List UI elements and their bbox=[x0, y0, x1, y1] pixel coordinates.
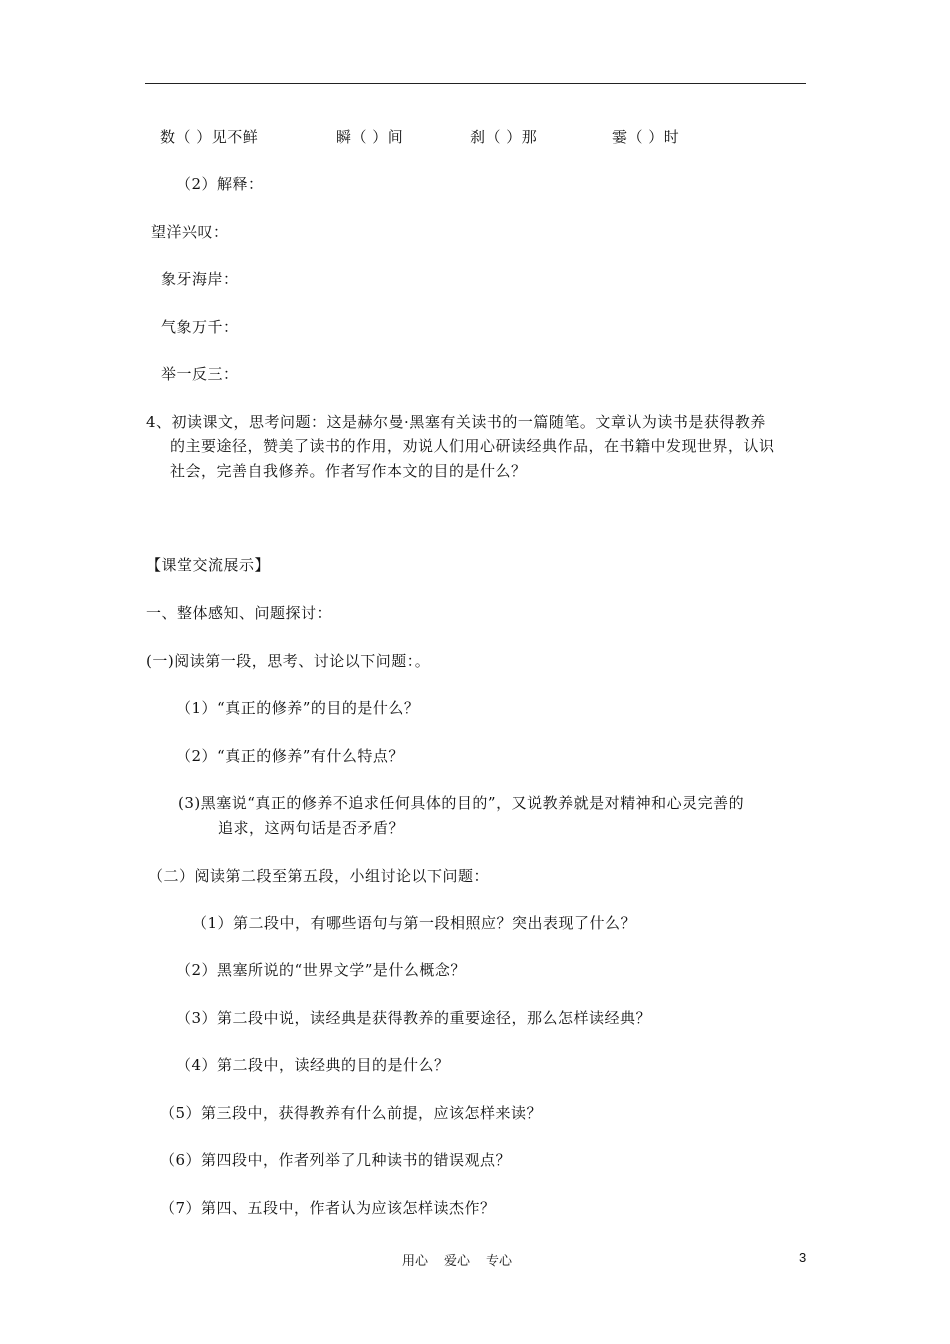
section-title: 【课堂交流展示】 bbox=[146, 556, 271, 574]
group-2-question: （6）第四段中，作者列举了几种读书的错误观点？ bbox=[160, 1151, 512, 1169]
question-4-line2: 的主要途径，赞美了读书的作用，劝说人们用心研读经典作品，在书籍中发现世界，认识 bbox=[170, 437, 775, 455]
explain-item: 气象万千： bbox=[161, 318, 239, 336]
part-1-title: 一、整体感知、问题探讨： bbox=[146, 604, 333, 622]
explain-item: 举一反三： bbox=[161, 365, 239, 383]
fill-blank-3: 刹（ ）那 bbox=[470, 128, 538, 146]
footer-motto bbox=[402, 1250, 528, 1269]
group-1-question: (3)黑塞说“真正的修养不追求任何具体的目的”，又说教养就是对精神和心灵完善的 bbox=[178, 794, 745, 812]
explain-item: 望洋兴叹： bbox=[151, 223, 229, 241]
group-1-question: （1）“真正的修养”的目的是什么？ bbox=[176, 699, 420, 717]
question-4-line1: 4、初读课文，思考问题：这是赫尔曼·黑塞有关读书的一篇随笔。文章认为读书是获得教养 bbox=[146, 413, 766, 431]
fill-blank-4: 霎（ ）时 bbox=[612, 128, 680, 146]
question-4-line3: 社会，完善自我修养。作者写作本文的目的是什么？ bbox=[170, 462, 527, 480]
group-2-question: （4）第二段中，读经典的目的是什么？ bbox=[176, 1056, 450, 1074]
group-2-question: （5）第三段中，获得教养有什么前提，应该怎样来读？ bbox=[160, 1104, 543, 1122]
group-1-title: (一)阅读第一段，思考、讨论以下问题：。 bbox=[146, 652, 431, 670]
header-rule bbox=[145, 83, 806, 84]
fill-blank-1: 数（ ）见不鲜 bbox=[160, 128, 259, 146]
fill-blank-2: 瞬（ ）间 bbox=[336, 128, 404, 146]
explain-heading: （2）解释： bbox=[176, 175, 264, 193]
footer-word: 用心 bbox=[402, 1254, 429, 1269]
group-1-question: （2）“真正的修养”有什么特点？ bbox=[176, 747, 404, 765]
group-2-title: （二）阅读第二段至第五段，小组讨论以下问题： bbox=[148, 867, 490, 885]
group-1-question-cont: 追求，这两句话是否矛盾？ bbox=[218, 819, 405, 837]
group-2-question: （2）黑塞所说的“世界文学”是什么概念？ bbox=[176, 961, 466, 979]
explain-item: 象牙海岸： bbox=[161, 270, 239, 288]
group-2-question: （7）第四、五段中，作者认为应该怎样读杰作？ bbox=[160, 1199, 496, 1217]
footer-word: 爱心 bbox=[444, 1254, 471, 1269]
page-number: 3 bbox=[799, 1250, 807, 1265]
group-2-question: （3）第二段中说，读经典是获得教养的重要途径，那么怎样读经典？ bbox=[176, 1009, 652, 1027]
footer-word: 专心 bbox=[486, 1254, 513, 1269]
group-2-question: （1）第二段中，有哪些语句与第一段相照应？突出表现了什么？ bbox=[192, 914, 637, 932]
